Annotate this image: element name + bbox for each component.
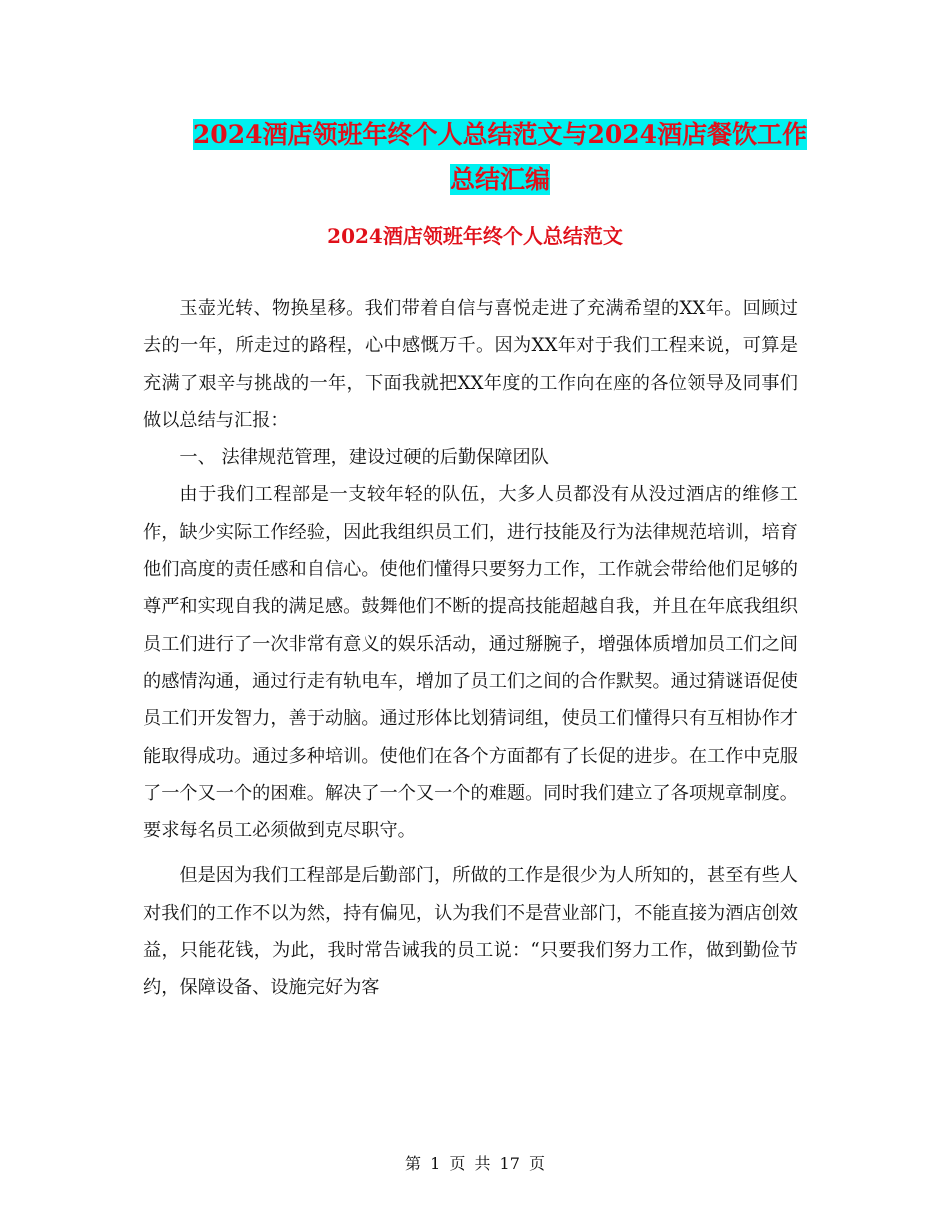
document-title-line1: 2024酒店领班年终个人总结范文与2024酒店餐饮工作 bbox=[192, 120, 808, 149]
document-title bbox=[150, 112, 850, 202]
paragraph-logistics: 但是因为我们工程部是后勤部门，所做的工作是很少为人所知的，甚至有些人对我们的工作不以为然，持有偏见，认为我们不是营业部门，不能直接为酒店创效益，只能花钱，为此，我时常告诫我的员工说：“只要我们努力工作，做到勤俭节约，保障设备、设施完好为客 bbox=[143, 865, 798, 999]
document-body bbox=[143, 290, 798, 1007]
section-title: 2024酒店领班年终个人总结范文 bbox=[327, 224, 623, 248]
page-number-footer: 第 1 页 共 17 页 bbox=[405, 1154, 545, 1173]
paragraph-intro: 玉壶光转、物换星移。我们带着自信与喜悦走进了充满希望的XX年。回顾过去的一年，所走过的路程，心中感慨万千。因为XX年对于我们工程来说，可算是充满了艰辛与挑战的一年，下面我就把XX年度的工作向在座的各位领导及同事们做以总结与汇报： bbox=[143, 298, 798, 431]
paragraph-training: 由于我们工程部是一支较年轻的队伍，大多人员都没有从没过酒店的维修工作，缺少实际工作经验，因此我组织员工们，进行技能及行为法律规范培训，培育他们高度的责任感和自信心。使他们懂得只要努力工作，工作就会带给他们足够的尊严和实现自我的满足感。鼓舞他们不断的提高技能超越自我，并且在年底我组织员工们进行了一次非常有意义的娱乐活动，通过掰腕子，增强体质增加员工们之间的感情沟通，通过行走有轨电车，增加了员工们之间的合作默契。通过猜谜语促使员工们开发智力，善于动脑。通过形体比划猜词组，使员工们懂得只有互相协作才能取得成功。通过多种培训。使他们在各个方面都有了长促的进步。在工作中克服了一个又一个的困难。解决了一个又一个的难题。同时我们建立了各项规章制度。要求每名员工必须做到克尽职守。 bbox=[143, 484, 798, 842]
paragraph-heading-1: 一、 法律规范管理，建设过硬的后勤保障团队 bbox=[179, 447, 549, 469]
document-title-line2: 总结汇编 bbox=[449, 165, 550, 194]
